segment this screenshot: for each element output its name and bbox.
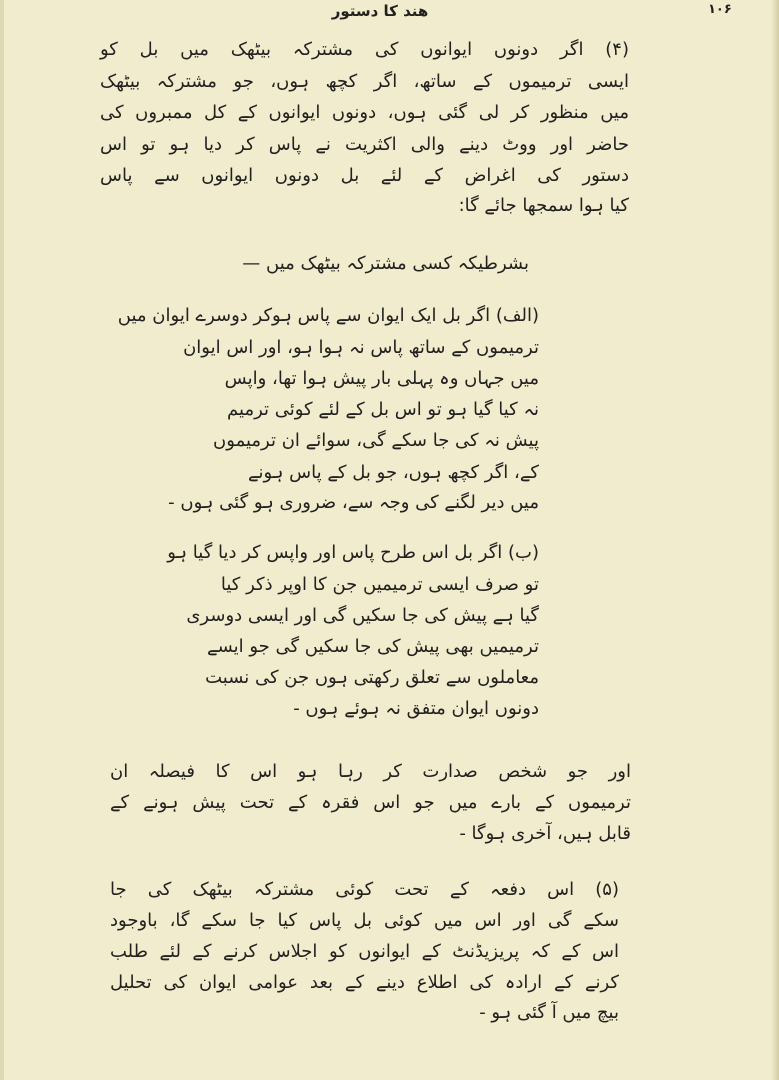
sub-clause-b-line: دونوں ایوان متفق نہ ہوئے ہوں - bbox=[293, 698, 539, 719]
sub-clause-b-line: (ب) اگر بل اس طرح پاس اور واپس کر دیا گیا ہو bbox=[167, 542, 539, 563]
presiding-line: ترمیموں کے بارے میں جو اس فقرہ کے تحت پیش ہونے کے bbox=[110, 792, 631, 813]
proviso-heading: بشرطیکہ کسی مشترکہ بیٹھک میں — bbox=[242, 253, 529, 274]
sub-clause-a-line: (الف) اگر بل ایک ایوان سے پاس ہوکر دوسرے ایوان میں bbox=[117, 305, 539, 326]
sub-clause-a-line: نہ کیا گیا ہو تو اس بل کے لئے کوئی ترمیم bbox=[227, 399, 539, 420]
sub-clause-a-line: کے، اگر کچھ ہوں، جو بل کے پاس ہونے bbox=[248, 462, 539, 483]
presiding-line: قابل ہیں، آخری ہوگا - bbox=[459, 823, 631, 844]
page-number: ۱۰۶ bbox=[708, 2, 732, 17]
clause-4-line: کیا ہوا سمجھا جائے گا: bbox=[458, 195, 629, 216]
sub-clause-a-line: پیش نہ کی جا سکے گی، سوائے ان ترمیموں bbox=[213, 430, 539, 451]
clause-5-line: بیچ میں آ گئی ہو - bbox=[479, 1002, 619, 1023]
page-edge-left bbox=[0, 0, 4, 1080]
clause-4-line: (۴) اگر دونوں ایوانوں کی مشترکہ بیٹھک میں بل کو bbox=[100, 39, 629, 60]
clause-4-line: ایسی ترمیموں کے ساتھ، اگر کچھ ہوں، جو مشترکہ بیٹھک bbox=[100, 71, 629, 92]
sub-clause-b-line: معاملوں سے تعلق رکھتی ہوں جن کی نسبت bbox=[205, 667, 539, 688]
sub-clause-a-line: میں جہاں وہ پہلی بار پیش ہوا تھا، واپس bbox=[224, 368, 539, 389]
clause-4-line: میں منظور کر لی گئی ہوں، دونوں ایوانوں کے کل ممبروں کی bbox=[100, 102, 629, 123]
sub-clause-b-line: گیا ہے پیش کی جا سکیں گی اور ایسی دوسری bbox=[186, 605, 539, 626]
clause-4-line: دستور کی اغراض کے لئے بل دونوں ایوانوں سے پاس bbox=[100, 165, 629, 186]
sub-clause-b-line: ترمیمیں بھی پیش کی جا سکیں گی جو ایسے bbox=[207, 636, 539, 657]
clause-4-line: حاضر اور ووٹ دینے والی اکثریت نے پاس کر دیا ہو تو اس bbox=[100, 134, 629, 155]
sub-clause-a-line: ترمیموں کے ساتھ پاس نہ ہوا ہو، اور اس ایوان bbox=[183, 337, 539, 358]
clause-5-line: کرنے کے ارادہ کی اطلاع دینے کے بعد عوامی ایوان کی تحلیل bbox=[110, 972, 619, 993]
clause-5-line: اس کے کہ پریزیڈنٹ کے ایوانوں کو اجلاس کرنے کے لئے طلب bbox=[110, 941, 619, 962]
clause-5-line: سکے گی اور اس میں کوئی بل پاس کیا جا سکے گا، باوجود bbox=[110, 910, 619, 931]
presiding-line: اور جو شخص صدارت کر رہا ہو اس کا فیصلہ ان bbox=[110, 761, 631, 782]
running-header-title: ھند کا دستور bbox=[331, 2, 429, 20]
clause-5-line: (۵) اس دفعہ کے تحت کوئی مشترکہ بیٹھک کی جا bbox=[110, 879, 619, 900]
sub-clause-b-line: تو صرف ایسی ترمیمیں جن کا اوپر ذکر کیا bbox=[220, 574, 539, 595]
page-edge-right bbox=[771, 0, 779, 1080]
sub-clause-a-line: میں دیر لگنے کی وجہ سے، ضروری ہو گئی ہوں - bbox=[168, 492, 539, 513]
